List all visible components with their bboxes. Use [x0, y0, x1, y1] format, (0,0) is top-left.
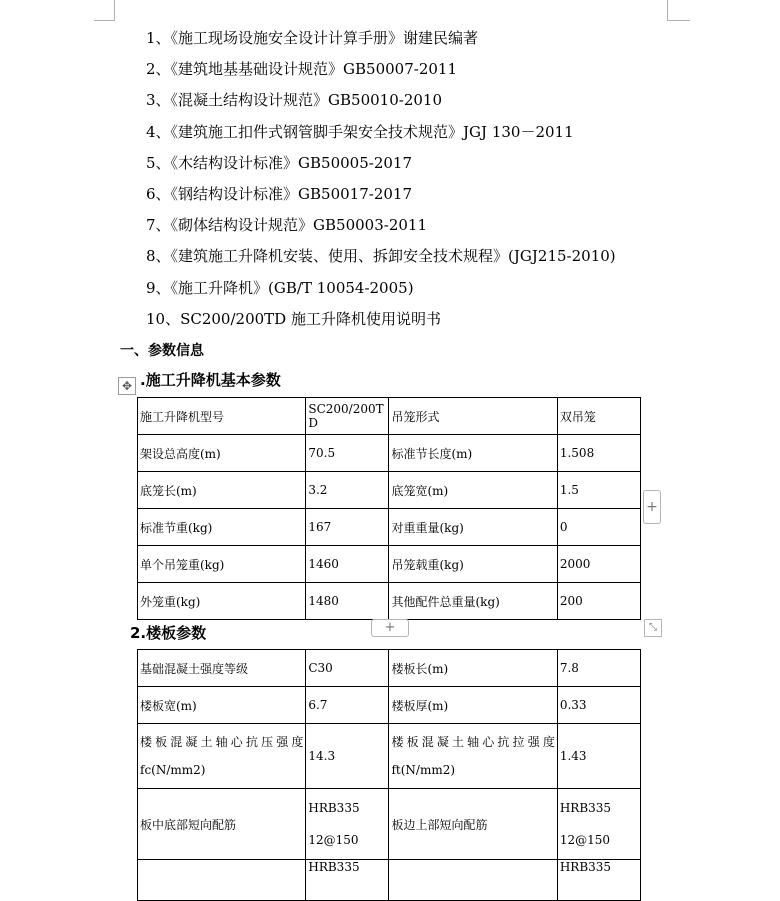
table-cell[interactable]	[138, 860, 306, 901]
reference-item: 7、《砌体结构设计规范》GB50003-2011	[146, 216, 428, 235]
table-cell[interactable]: 外笼重(kg)	[138, 583, 306, 620]
table-row	[138, 472, 641, 509]
cell-line: 楼板混凝土轴心抗拉强度	[391, 735, 555, 749]
table-cell[interactable]: 其他配件总重量(kg)	[389, 583, 557, 620]
reference-item: 5、《木结构设计标准》GB50005-2017	[146, 153, 413, 172]
floor-slab-params-table	[137, 649, 641, 901]
table-row	[138, 435, 641, 472]
table-cell[interactable]: SC200/200TD	[306, 398, 389, 435]
add-column-button[interactable]: +	[643, 490, 661, 524]
resize-diagonal-icon: ⤡	[649, 622, 657, 633]
table-cell[interactable]: 板中底部短向配筋	[138, 789, 306, 860]
table-row	[138, 583, 641, 620]
reference-item: 3、《混凝土结构设计规范》GB50010-2010	[146, 91, 443, 110]
reference-item: 9、《施工升降机》(GB/T 10054-2005)	[146, 278, 414, 297]
table-cell[interactable]: C30	[306, 650, 389, 687]
table-cell[interactable]	[557, 789, 640, 860]
reference-item: 10、SC200/200TD 施工升降机使用说明书	[146, 309, 441, 328]
table-cell[interactable]: 对重重量(kg)	[389, 509, 557, 546]
reference-item: 4、《建筑施工扣件式钢管脚手架安全技术规范》JGJ 130－2011	[146, 122, 574, 141]
table-row	[138, 546, 641, 583]
table-cell[interactable]: HRB335	[306, 860, 389, 901]
reference-list	[146, 26, 616, 338]
table-cell[interactable]: 底笼长(m)	[138, 472, 306, 509]
table-cell[interactable]: 3.2	[306, 472, 389, 509]
move-cross-icon: ✥	[121, 379, 133, 393]
cell-line: 12@150	[559, 833, 611, 847]
table-cell[interactable]: 14.3	[306, 724, 389, 789]
cell-line: 楼板混凝土轴心抗压强度	[140, 735, 304, 749]
table-row	[138, 789, 641, 860]
hoist-basic-params-table	[137, 397, 641, 620]
table-row	[138, 860, 641, 901]
table-cell[interactable]: 200	[557, 583, 640, 620]
table-cell[interactable]	[389, 860, 557, 901]
table-row	[138, 687, 641, 724]
table-cell[interactable]: 0.33	[557, 687, 640, 724]
table-cell[interactable]: 6.7	[306, 687, 389, 724]
page-margin-corner-left	[94, 0, 115, 21]
page-margin-corner-right	[667, 0, 690, 21]
table-cell[interactable]: 1460	[306, 546, 389, 583]
table-cell[interactable]: 单个吊笼重(kg)	[138, 546, 306, 583]
cell-line: fc(N/mm2)	[140, 763, 206, 777]
table-row	[138, 398, 641, 435]
table-cell[interactable]: 吊笼形式	[389, 398, 557, 435]
table-cell[interactable]: 1480	[306, 583, 389, 620]
table-cell[interactable]: 楼板长(m)	[389, 650, 557, 687]
table-cell[interactable]: 0	[557, 509, 640, 546]
table-cell[interactable]: 1.5	[557, 472, 640, 509]
table-cell[interactable]: 2000	[557, 546, 640, 583]
table-cell[interactable]: 楼板厚(m)	[389, 687, 557, 724]
table-cell[interactable]: 基础混凝土强度等级	[138, 650, 306, 687]
table-cell[interactable]: 架设总高度(m)	[138, 435, 306, 472]
table-row	[138, 724, 641, 789]
table-cell[interactable]: 1.508	[557, 435, 640, 472]
table-cell[interactable]: 楼板宽(m)	[138, 687, 306, 724]
subheading-floor-slab-params: 2.楼板参数	[130, 624, 207, 642]
table-cell[interactable]: 7.8	[557, 650, 640, 687]
table-cell[interactable]: 167	[306, 509, 389, 546]
table-cell[interactable]: 施工升降机型号	[138, 398, 306, 435]
cell-line: 12@150	[308, 833, 359, 847]
cell-line: HRB335	[559, 801, 612, 815]
table-cell[interactable]: HRB335	[557, 860, 640, 901]
table-row	[138, 509, 641, 546]
cell-line: ft(N/mm2)	[391, 763, 456, 777]
reference-item: 6、《钢结构设计标准》GB50017-2017	[146, 184, 413, 203]
table-cell[interactable]: 底笼宽(m)	[389, 472, 557, 509]
subheading-hoist-basic-params: .施工升降机基本参数	[140, 371, 281, 389]
table-cell[interactable]: 板边上部短向配筋	[389, 789, 557, 860]
table-resize-handle[interactable]	[644, 619, 662, 637]
table-row	[138, 650, 641, 687]
reference-item: 2、《建筑地基基础设计规范》GB50007-2011	[146, 60, 458, 79]
section-heading-parameters: 一、参数信息	[120, 343, 204, 359]
table-cell[interactable]: 双吊笼	[557, 398, 640, 435]
table-cell[interactable]	[389, 724, 557, 789]
table-cell[interactable]	[138, 724, 306, 789]
table-cell[interactable]: 标准节重(kg)	[138, 509, 306, 546]
table-cell[interactable]: 1.43	[557, 724, 640, 789]
table-cell[interactable]	[306, 789, 389, 860]
reference-item: 1、《施工现场设施安全设计计算手册》谢建民编著	[146, 29, 479, 47]
table-cell[interactable]: 70.5	[306, 435, 389, 472]
table-cell[interactable]: 吊笼载重(kg)	[389, 546, 557, 583]
reference-item: 8、《建筑施工升降机安装、使用、拆卸安全技术规程》(JGJ215-2010)	[146, 247, 616, 266]
table-cell[interactable]: 标准节长度(m)	[389, 435, 557, 472]
cell-line: HRB335	[308, 801, 360, 815]
table-move-handle[interactable]	[118, 377, 136, 395]
add-row-button[interactable]: +	[371, 619, 409, 637]
